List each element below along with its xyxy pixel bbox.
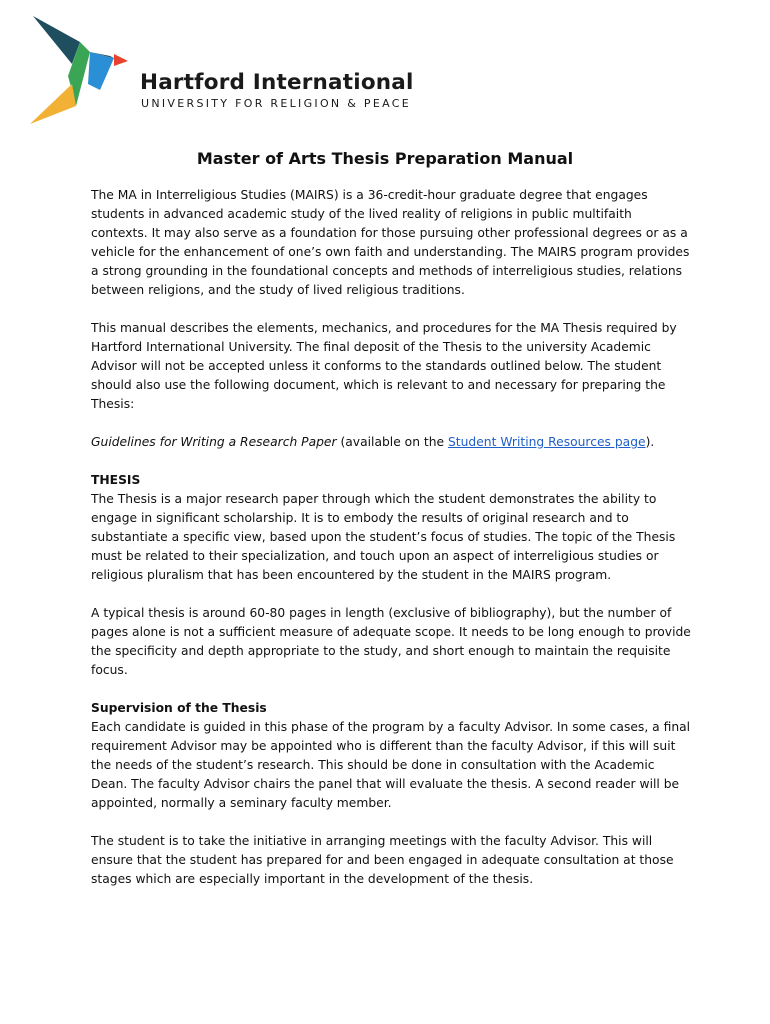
logo-red-beak <box>114 54 128 66</box>
org-tagline: UNIVERSITY FOR RELIGION & PEACE <box>141 97 411 110</box>
supervision-heading: Supervision of the Thesis <box>91 701 267 715</box>
thesis-paragraph-1: The Thesis is a major research paper through which the student demonstrates the ability to engage in significant scholarship. It is to embody the results of original research and to substantiate a specific view, based upon the student’s focus of studies. The topic of the Thesis must be related to their specialization, and touch upon an aspect of interreligious studies or religious pluralism that has been encountered by the student in the MAIRS program. <box>91 492 676 582</box>
university-bird-logo <box>28 14 138 126</box>
logo-yellow-tail <box>30 84 76 124</box>
reference-line <box>91 433 691 452</box>
thesis-heading: THESIS <box>91 473 141 487</box>
supervision-paragraph-1: Each candidate is guided in this phase of the program by a faculty Advisor. In some cases, a final requirement Advisor may be appointed who is different than the faculty Advisor, if this will suit the needs of the student’s research. This should be done in consultation with the Academic Dean. The faculty Advisor chairs the panel that will evaluate the thesis. A second reader will be appointed, normally a seminary faculty member. <box>91 720 691 810</box>
intro-paragraph: The MA in Interreligious Studies (MAIRS) is a 36-credit-hour graduate degree that engages students in advanced academic study of the lived reality of religions in public multifaith contexts. It may also serve as a foundation for those pursuing other professional degrees or as a vehicle for the enhancement of one’s own faith and understanding. The MAIRS program provides a strong grounding in the foundational concepts and methods of interreligious studies, relations between religions, and the study of lived religious traditions. <box>91 188 690 297</box>
document-body <box>91 148 691 908</box>
reference-end-text: ). <box>645 435 655 449</box>
logo-blue-wing <box>88 52 114 90</box>
manual-paragraph: This manual describes the elements, mechanics, and procedures for the MA Thesis required by Hartford International University. The final deposit of the Thesis to the university Academic Advisor will not be accepted unless it conforms to the standards outlined below. The student should also use the following document, which is relevant to and necessary for preparing the Thesis: <box>91 321 677 411</box>
reference-title: Guidelines for Writing a Research Paper <box>91 435 337 449</box>
supervision-paragraph-2: The student is to take the initiative in arranging meetings with the faculty Advisor. This will ensure that the student has prepared for and been engaged in adequate consultation at those stages which are especially important in the development of the thesis. <box>91 834 674 886</box>
thesis-paragraph-2: A typical thesis is around 60-80 pages in length (exclusive of bibliography), but the number of pages alone is not a sufficient measure of adequate scope. It needs to be long enough to provide the specificity and depth appropriate to the study, and short enough to maintain the requisite focus. <box>91 606 691 677</box>
logo-navy-wing <box>33 16 80 64</box>
student-writing-resources-link[interactable]: Student Writing Resources page <box>448 435 646 449</box>
document-title: Master of Arts Thesis Preparation Manual <box>196 149 574 168</box>
reference-middle-text: (available on the <box>336 435 448 449</box>
org-name: Hartford International <box>140 70 414 95</box>
